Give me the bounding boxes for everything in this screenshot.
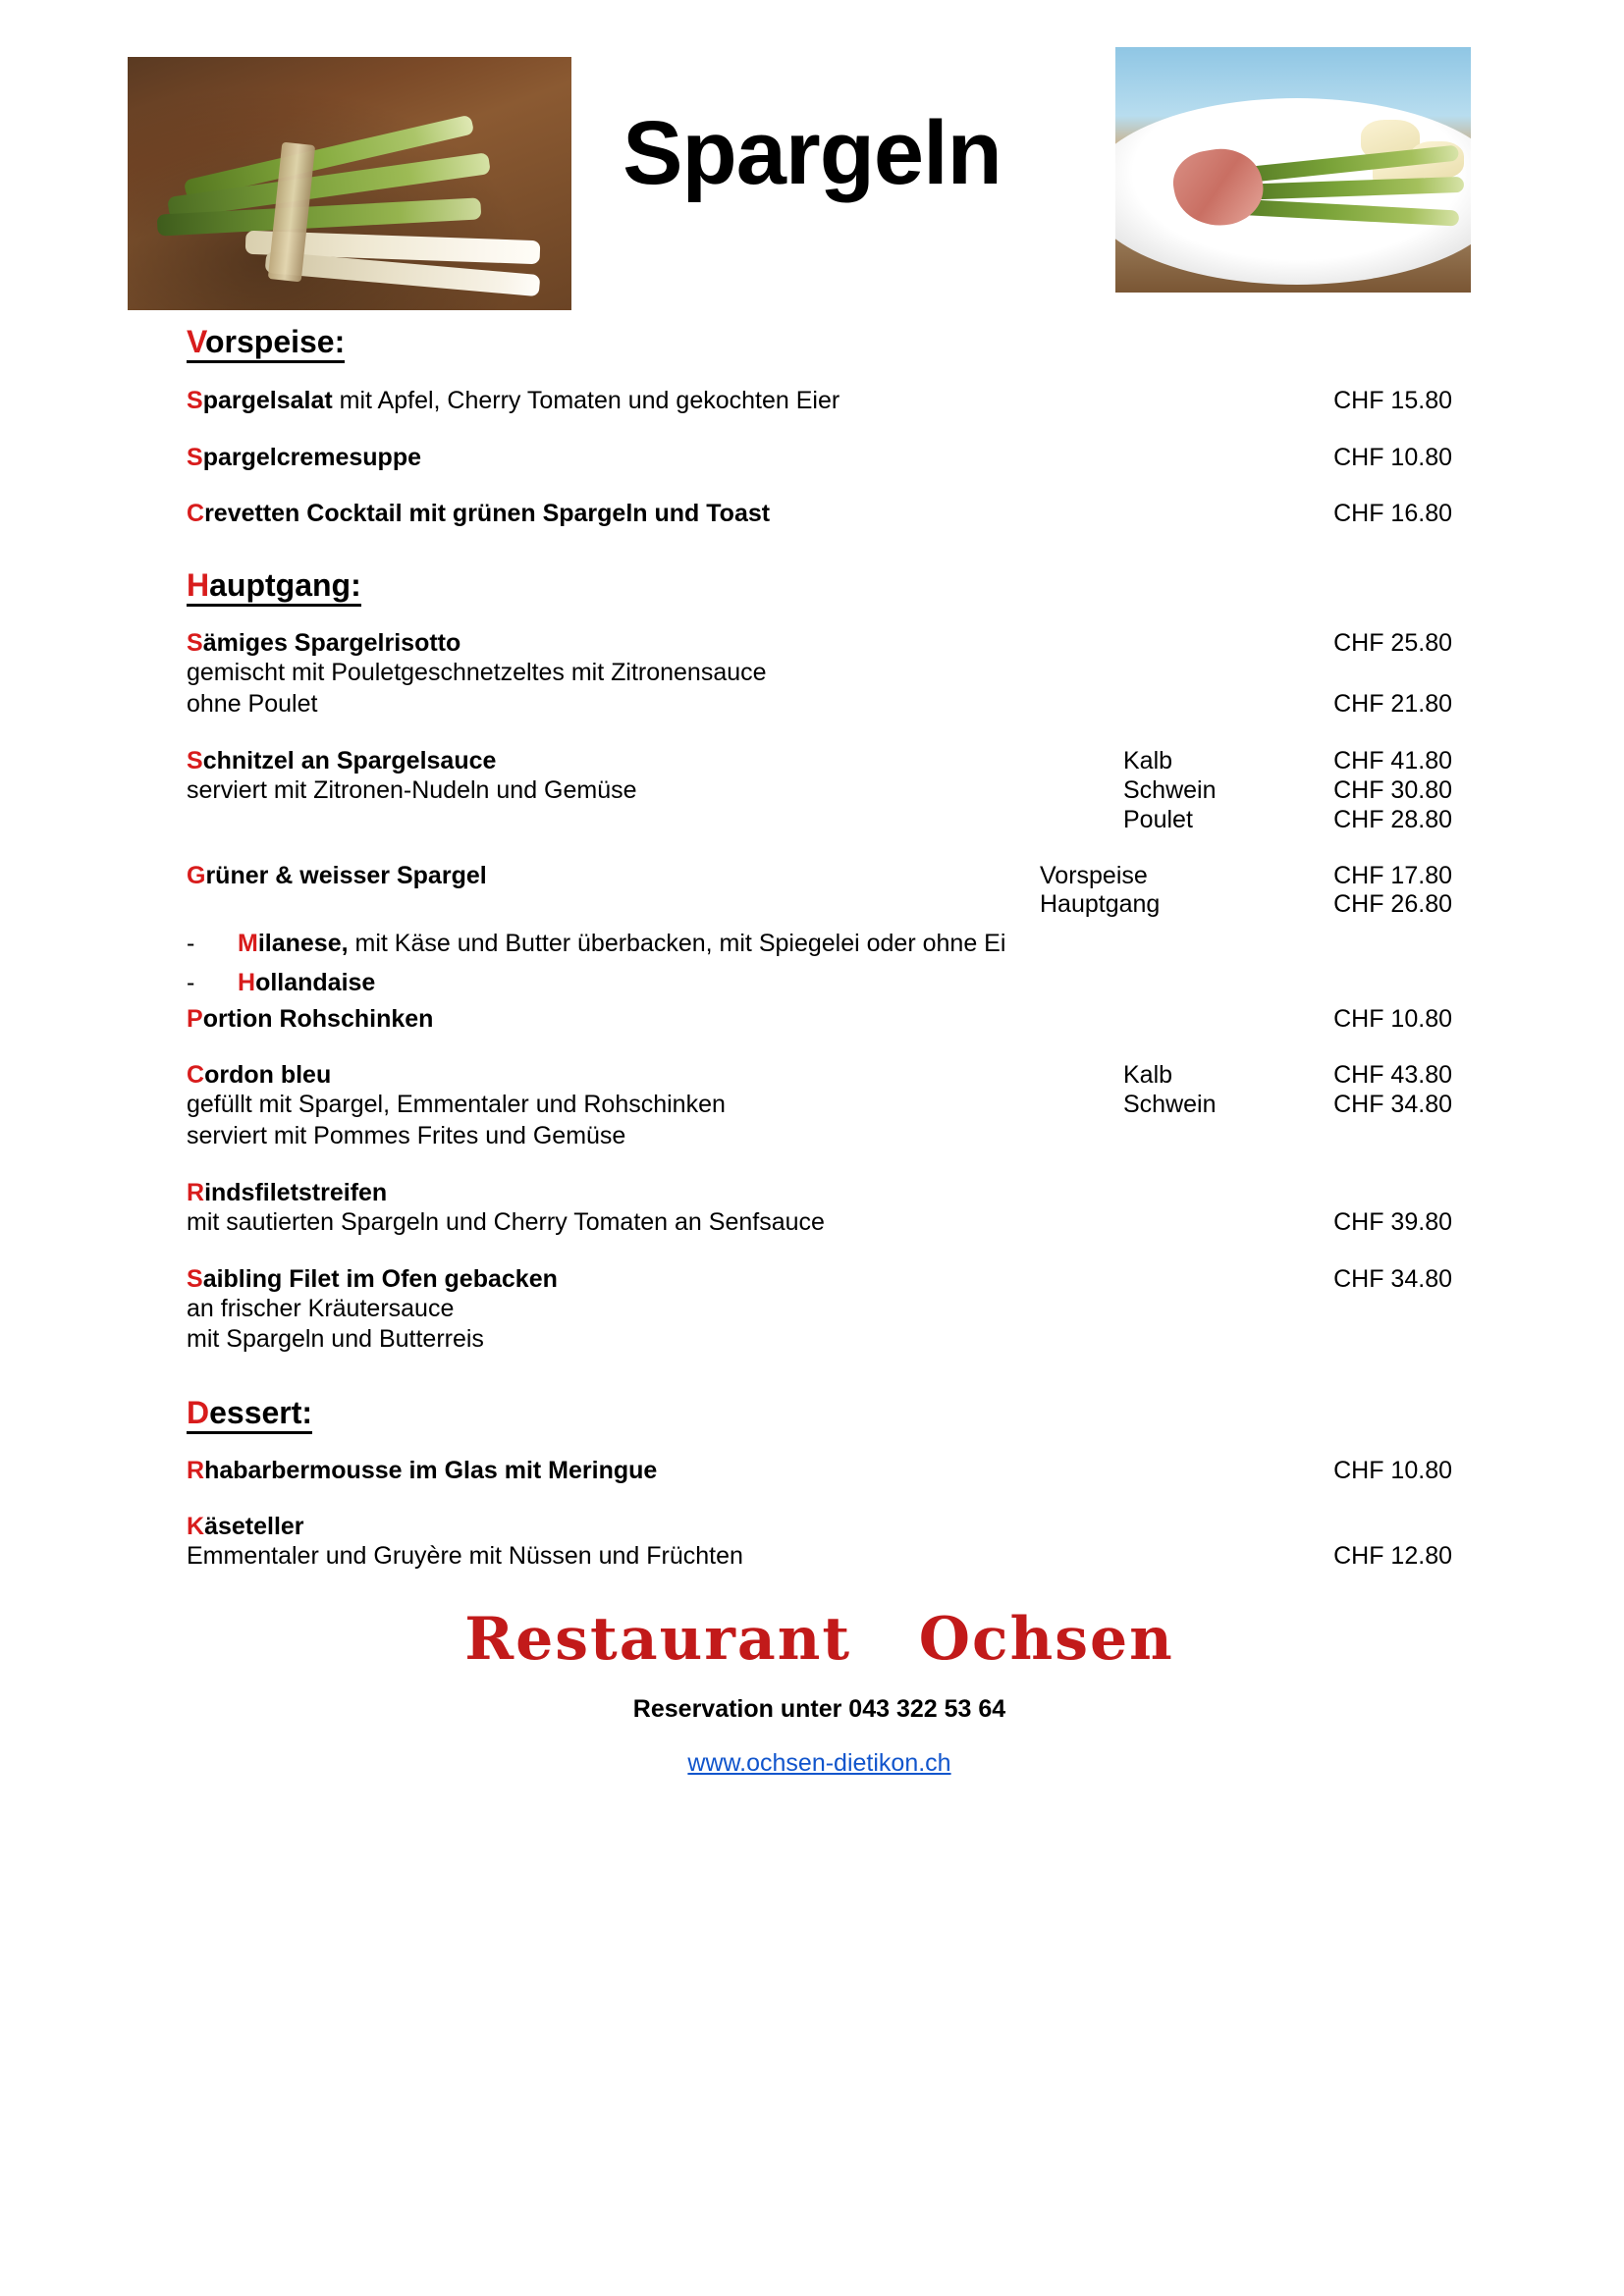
item-variant-price: CHF 26.80 xyxy=(1333,890,1452,918)
section-heading-cap: D xyxy=(187,1395,209,1434)
document-header xyxy=(0,0,1624,285)
item-price: CHF 10.80 xyxy=(1333,444,1452,472)
item-name: äseteller xyxy=(204,1512,304,1540)
logo-part-1: Restaurant xyxy=(464,1604,852,1674)
item-price: CHF 25.80 xyxy=(1333,629,1452,658)
menu-subitem xyxy=(187,969,1452,997)
section-heading-vorspeise xyxy=(187,324,1452,360)
menu-subitem xyxy=(187,929,1452,959)
item-variant-price: CHF 34.80 xyxy=(1333,1091,1452,1119)
item-name: chnitzel an Spargelsauce xyxy=(202,746,497,774)
item-price: CHF 43.80 xyxy=(1333,1061,1452,1090)
item-name: pargelcremesuppe xyxy=(202,444,422,472)
logo-part-2: Ochsen xyxy=(918,1604,1174,1674)
document-footer xyxy=(187,1605,1452,1778)
item-description: Emmentaler und Gruyère mit Nüssen und Früchten xyxy=(187,1541,743,1570)
item-description: gemischt mit Pouletgeschnetzeltes mit Zitronensauce xyxy=(187,659,767,687)
item-price: CHF 10.80 xyxy=(1333,1456,1452,1484)
menu-item xyxy=(187,444,1452,472)
asparagus-plate-photo xyxy=(1115,47,1471,293)
item-initial: R xyxy=(187,1456,205,1484)
bullet-dash: - xyxy=(187,930,195,957)
item-initial: P xyxy=(187,1005,203,1034)
item-price: CHF 10.80 xyxy=(1333,1005,1452,1034)
subitem-description: mit Käse und Butter überbacken, mit Spiegelei oder ohne Ei xyxy=(348,930,1006,957)
item-initial: S xyxy=(187,1265,203,1293)
item-name: revetten Cocktail mit grünen Spargeln und Toast xyxy=(204,500,771,528)
item-name: aibling Filet im Ofen gebacken xyxy=(202,1265,558,1293)
subitem-name: ollandaise xyxy=(255,969,376,997)
item-initial: C xyxy=(187,1061,205,1090)
item-variant-label: ohne Poulet xyxy=(187,689,318,718)
item-description: serviert mit Zitronen-Nudeln und Gemüse xyxy=(187,775,637,804)
item-initial: S xyxy=(187,629,203,658)
item-variant-label: Hauptgang xyxy=(1040,890,1161,918)
website-link[interactable]: www.ochsen-dietikon.ch xyxy=(687,1748,951,1777)
item-variant-label: Poulet xyxy=(1123,806,1193,833)
menu-item xyxy=(187,862,1452,997)
menu-item xyxy=(187,386,1452,416)
item-initial: G xyxy=(187,862,206,889)
menu-item xyxy=(187,1265,1452,1356)
item-variant-price: CHF 28.80 xyxy=(1333,806,1452,833)
menu-item xyxy=(187,1005,1452,1034)
item-price: CHF 39.80 xyxy=(1333,1207,1452,1236)
item-price: CHF 12.80 xyxy=(1333,1541,1452,1570)
item-initial: S xyxy=(187,444,203,472)
subitem-name: ilanese, xyxy=(257,930,349,957)
item-variant-price: CHF 30.80 xyxy=(1333,775,1452,804)
section-heading-hauptgang xyxy=(187,567,1452,604)
item-description-2: serviert mit Pommes Frites und Gemüse xyxy=(187,1121,626,1149)
reservation-text: Reservation unter 043 322 53 64 xyxy=(632,1694,1006,1723)
menu-item xyxy=(187,747,1452,834)
menu-content xyxy=(0,324,1624,1778)
item-name: ortion Rohschinken xyxy=(202,1005,434,1034)
item-variant-label: Kalb xyxy=(1123,746,1173,774)
section-heading-rest: auptgang: xyxy=(209,567,361,607)
item-name: indsfiletstreifen xyxy=(204,1178,388,1206)
item-initial: K xyxy=(187,1512,205,1540)
item-name: ordon bleu xyxy=(204,1061,332,1090)
item-description: gefüllt mit Spargel, Emmentaler und Rohschinken xyxy=(187,1091,726,1119)
item-description: an frischer Kräutersauce xyxy=(187,1295,455,1322)
menu-item xyxy=(187,1457,1452,1485)
item-price: CHF 34.80 xyxy=(1333,1265,1452,1293)
item-variant-label: Schwein xyxy=(1123,775,1217,804)
section-heading-cap: H xyxy=(187,567,209,607)
item-variant-label: Kalb xyxy=(1123,1061,1173,1090)
subitem-initial: M xyxy=(238,930,258,957)
section-heading-rest: orspeise: xyxy=(205,324,345,363)
menu-item xyxy=(187,500,1452,528)
item-name: habarbermousse im Glas mit Meringue xyxy=(204,1456,658,1484)
section-heading-dessert xyxy=(187,1395,1452,1431)
bullet-dash: - xyxy=(187,969,195,997)
item-description-2: mit Spargeln und Butterreis xyxy=(187,1325,484,1354)
item-name: pargelsalat xyxy=(202,387,333,414)
item-price: CHF 41.80 xyxy=(1333,746,1452,774)
section-heading-rest: essert: xyxy=(209,1395,312,1434)
restaurant-logo xyxy=(187,1605,1452,1674)
item-initial: S xyxy=(187,746,203,774)
item-description: mit sautierten Spargeln und Cherry Tomaten an Senfsauce xyxy=(187,1207,825,1236)
section-heading-cap: V xyxy=(187,324,205,363)
item-price: CHF 17.80 xyxy=(1333,862,1452,889)
page-title: Spargeln xyxy=(623,103,1001,203)
item-name: ämiges Spargelrisotto xyxy=(202,629,461,658)
item-initial: C xyxy=(187,500,205,528)
item-initial: S xyxy=(187,387,203,414)
menu-item xyxy=(187,1513,1452,1572)
menu-item xyxy=(187,1179,1452,1238)
item-name-rest: mit Apfel, Cherry Tomaten und gekochten Eier xyxy=(332,387,840,414)
item-name: rüner & weisser Spargel xyxy=(205,862,487,889)
item-price: CHF 15.80 xyxy=(1333,387,1452,414)
item-initial: R xyxy=(187,1178,205,1206)
item-variant-price: CHF 21.80 xyxy=(1333,689,1452,718)
item-variant-label: Vorspeise xyxy=(1040,862,1148,889)
menu-item xyxy=(187,1061,1452,1151)
item-variant-label: Schwein xyxy=(1123,1091,1217,1119)
item-price: CHF 16.80 xyxy=(1333,500,1452,528)
menu-item xyxy=(187,629,1452,720)
subitem-initial: H xyxy=(238,969,256,997)
